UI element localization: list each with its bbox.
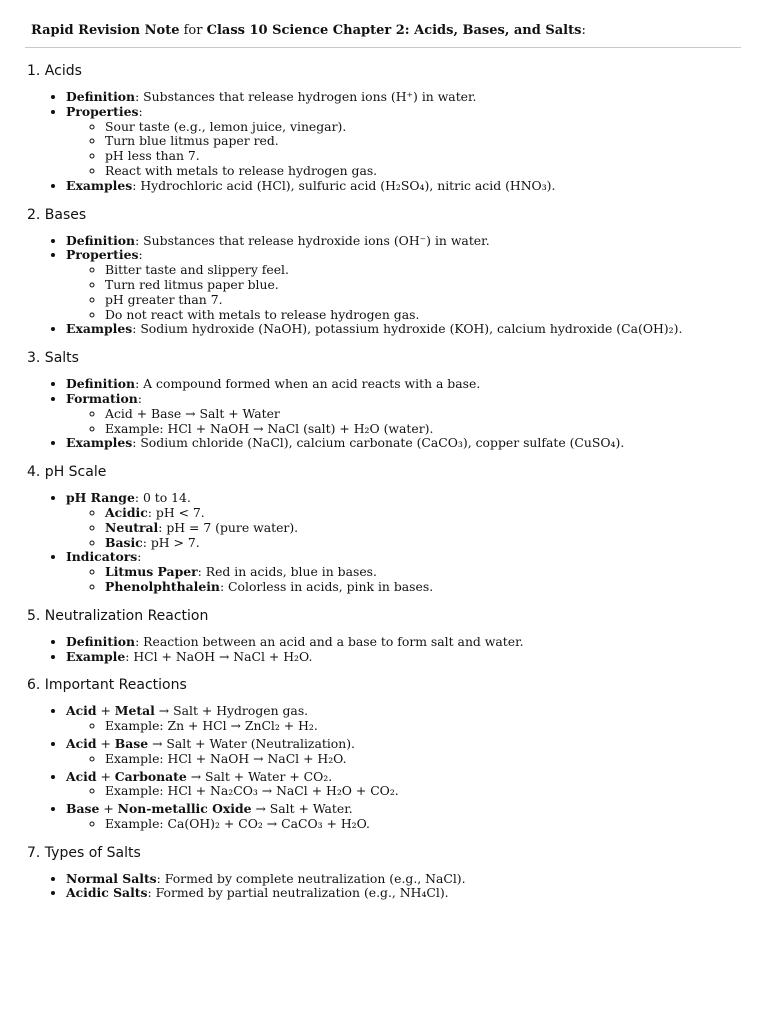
item-label: Acidic Salts (66, 885, 148, 901)
list-item (66, 550, 768, 594)
item-label: Definition (66, 232, 136, 248)
section-heading-neutralization: 5. Neutralization Reaction (27, 607, 209, 624)
section-heading-salts: 3. Salts (27, 350, 79, 367)
list-item (66, 802, 768, 832)
plus-sign: + (96, 768, 115, 784)
sub-list (66, 719, 768, 734)
sub-list-item: ◦ Do not react with metals to release hydrogen gas. (105, 308, 768, 323)
sub-list-item: ◦ Bitter taste and slippery feel. (105, 263, 768, 278)
list-item (66, 491, 768, 550)
item-text: : Hydrochloric acid (HCl), sulfuric acid (H₂SO₄), nitric acid (HNO₃). (132, 177, 556, 193)
item-label: Examples (66, 321, 133, 337)
reactant-b: Base (114, 735, 149, 751)
sub-list-item: ◦ pH less than 7. (105, 149, 768, 164)
item-label: Basic (105, 534, 143, 550)
item-label: Litmus Paper (105, 564, 198, 580)
sub-list (66, 752, 768, 767)
title-divider (25, 47, 741, 48)
item-text: : Sodium hydroxide (NaOH), potassium hydroxide (KOH), calcium hydroxide (Ca(OH)₂). (132, 321, 683, 337)
salts-list (0, 377, 768, 451)
reaction-result: → Salt + Water + CO₂. (186, 768, 333, 784)
sub-list-item: ◦ Acid + Base → Salt + Water (105, 407, 768, 422)
sub-list-item: ◦ Example: HCl + NaOH → NaCl + H₂O. (105, 752, 768, 767)
list-item (66, 650, 768, 665)
sub-list-item: ◦ pH greater than 7. (105, 293, 768, 308)
sub-list (66, 407, 768, 437)
list-item (66, 377, 768, 392)
reactant-a: Acid (66, 703, 97, 719)
sub-list (66, 817, 768, 832)
list-item (66, 635, 768, 650)
sub-list-item (105, 536, 768, 551)
sub-list (66, 120, 768, 179)
section-heading-bases: 2. Bases (27, 206, 87, 223)
reactant-a: Acid (66, 768, 97, 784)
list-item (66, 436, 768, 451)
title-prefix: Rapid Revision Note (31, 23, 180, 38)
reactant-b: Carbonate (114, 768, 187, 784)
item-text: : Substances that release hydroxide ions (OH⁻) in water. (135, 232, 490, 248)
reactant-b: Metal (114, 703, 155, 719)
reaction-result: → Salt + Water (Neutralization). (148, 735, 356, 751)
item-label: Examples (66, 177, 133, 193)
item-label: Properties (66, 103, 139, 119)
list-item (66, 234, 768, 249)
sub-list (66, 263, 768, 322)
item-text: : (138, 247, 143, 263)
item-label: Acidic (105, 504, 148, 520)
list-item (66, 248, 768, 322)
item-label: Properties (66, 247, 139, 263)
reactant-b: Non-metallic Oxide (117, 801, 252, 817)
page-title (31, 22, 586, 40)
item-label: Definition (66, 376, 136, 392)
item-label: pH Range (66, 490, 135, 506)
item-label: Definition (66, 89, 136, 104)
section-heading-ph-scale: 4. pH Scale (27, 464, 107, 481)
item-label: Neutral (105, 519, 159, 535)
list-item (66, 392, 768, 436)
sub-list-item (105, 580, 768, 595)
types-of-salts-list (0, 872, 768, 902)
sub-list-item (105, 565, 768, 580)
item-text: : Formed by complete neutralization (e.g., NaCl). (156, 870, 466, 886)
sub-list (66, 565, 768, 595)
item-text: : Sodium chloride (NaCl), calcium carbonate (CaCO₃), copper sulfate (CuSO₄). (132, 435, 625, 451)
item-text: : pH = 7 (pure water). (158, 519, 299, 535)
reactant-a: Acid (66, 735, 97, 751)
item-text: : Substances that release hydrogen ions (H⁺) in water. (135, 89, 477, 104)
item-text: : Colorless in acids, pink in bases. (219, 578, 434, 594)
sub-list-item: ◦ Example: HCl + Na₂CO₃ → NaCl + H₂O + CO₂. (105, 784, 768, 799)
section-heading-acids: 1. Acids (27, 63, 82, 79)
reaction-result: → Salt + Water. (251, 801, 353, 817)
sub-list-item: ◦ Turn red litmus paper blue. (105, 278, 768, 293)
item-label: Examples (66, 435, 133, 451)
item-text: : (137, 549, 142, 565)
list-item (66, 770, 768, 803)
plus-sign: + (96, 703, 115, 719)
item-label: Formation (66, 390, 138, 406)
list-item (66, 886, 768, 901)
sub-list-item (105, 521, 768, 536)
list-item (66, 105, 768, 179)
sub-list-item (105, 506, 768, 521)
item-text: : HCl + NaOH → NaCl + H₂O. (125, 648, 313, 664)
item-label: Normal Salts (66, 870, 157, 886)
item-text: : 0 to 14. (134, 490, 191, 506)
plus-sign: + (96, 735, 115, 751)
item-text: : Reaction between an acid and a base to form salt and water. (135, 633, 524, 649)
sub-list-item: ◦ Example: Ca(OH)₂ + CO₂ → CaCO₃ + H₂O. (105, 817, 768, 832)
item-label: Indicators (66, 549, 138, 565)
title-subject: Class 10 Science Chapter 2: Acids, Bases, and Salts (206, 23, 582, 38)
note-content (0, 62, 768, 913)
list-item (66, 90, 768, 105)
sub-list-item: ◦ Example: Zn + HCl → ZnCl₂ + H₂. (105, 719, 768, 734)
list-item (66, 737, 768, 770)
title-for: for (179, 23, 207, 38)
item-text: : Formed by partial neutralization (e.g., NH₄Cl). (147, 885, 449, 901)
acids-list (0, 90, 768, 194)
item-text: : A compound formed when an acid reacts with a base. (135, 376, 481, 392)
section-heading-types-of-salts: 7. Types of Salts (27, 844, 141, 861)
neutralization-list (0, 635, 768, 665)
list-item (66, 872, 768, 887)
reactions-list (0, 704, 768, 831)
plus-sign: + (99, 801, 118, 817)
list-item (66, 704, 768, 737)
item-label: Example (66, 648, 126, 664)
item-text: : Red in acids, blue in bases. (197, 564, 377, 580)
sub-list-item: ◦ React with metals to release hydrogen gas. (105, 164, 768, 179)
title-colon: : (581, 23, 586, 38)
item-label: Phenolphthalein (105, 578, 220, 594)
sub-list (66, 784, 768, 799)
item-text: : pH < 7. (147, 504, 205, 520)
section-heading-important-reactions: 6. Important Reactions (27, 677, 187, 694)
list-item (66, 179, 768, 194)
sub-list-item: ◦ Sour taste (e.g., lemon juice, vinegar). (105, 120, 768, 135)
item-label: Definition (66, 633, 136, 649)
sub-list-item: ◦ Turn blue litmus paper red. (105, 134, 768, 149)
sub-list (66, 506, 768, 550)
item-text: : pH > 7. (142, 534, 200, 550)
list-item (66, 322, 768, 337)
bases-list (0, 234, 768, 338)
item-text: : (137, 390, 142, 406)
reaction-result: → Salt + Hydrogen gas. (154, 703, 309, 719)
item-text: : (138, 103, 143, 119)
sub-list-item: ◦ Example: HCl + NaOH → NaCl (salt) + H₂O (water). (105, 422, 768, 437)
reactant-a: Base (66, 801, 100, 817)
ph-scale-list (0, 491, 768, 595)
